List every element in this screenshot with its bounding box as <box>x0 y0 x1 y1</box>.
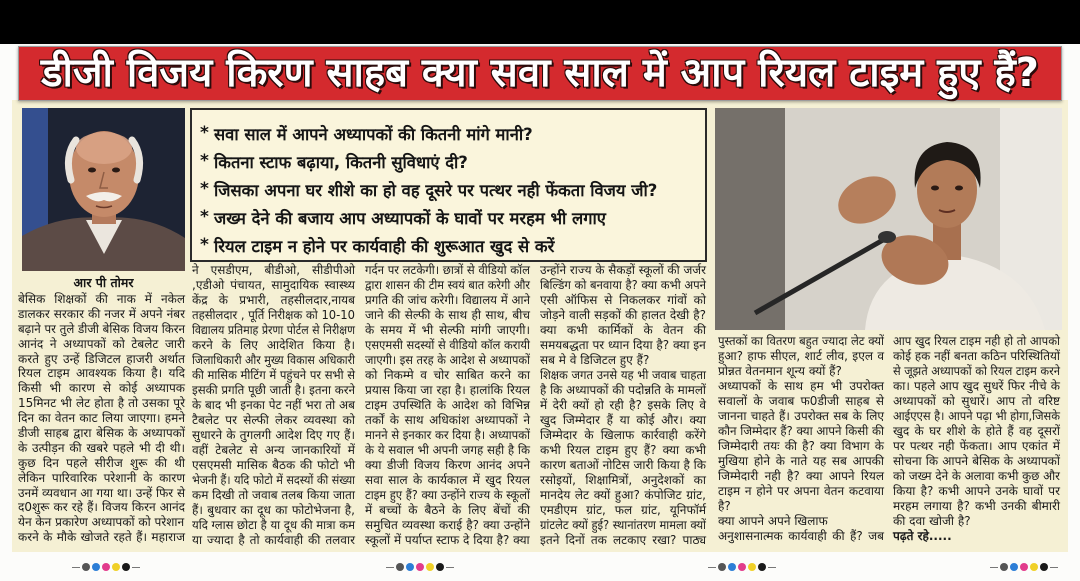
registration-dot <box>112 563 120 571</box>
article-text-line: द0शुरू कर रहे हैं। विजय किरन आनंद <box>18 500 185 515</box>
registration-dot <box>738 563 746 571</box>
bullet-marker: * <box>200 123 209 143</box>
article-column-5 <box>718 334 884 544</box>
registration-marks <box>990 563 1058 571</box>
article-text-line: विद्यालय प्रतिमाह प्रेरणा पोर्टल से निरीक्षण <box>192 323 355 337</box>
bullet-marker: * <box>200 235 209 255</box>
article-text-line: इतने दिनों तक लटकाए रखा? पाठ्य <box>540 533 706 547</box>
article-text-line: एसएमसी मासिक बैठक की फोटो भी <box>192 458 355 472</box>
bullet-marker: * <box>200 207 209 227</box>
article-text-line: टाइम न होने पर अपना वेतन कटवाया <box>718 484 884 498</box>
highlight-text: कितना स्टाफ बढ़ाया, कितनी सुविधाएं दी? <box>214 152 468 172</box>
article-text-line: समुचित व्यवस्था कराई है? क्या उन्होंने <box>365 518 530 532</box>
article-text-line: ग्रांटलेट क्यों हुई? स्थानांतरण मामला क्यों <box>540 518 706 532</box>
article-text-line: है कि अध्यापकों की पदोन्नति के मामलों <box>540 383 706 397</box>
article-text-line: करने के लिए आदेशित किया है। <box>192 338 355 352</box>
article-text-line: कभी रियल टाइम हुए हैं? क्या कभी <box>540 443 706 457</box>
article-text-line: या ज्यादा है तो कार्यवाही की तलवार <box>192 533 355 547</box>
article-text-line: जानना चाहते हैं। उपरोक्त सब के लिए <box>718 409 884 423</box>
article-text-line: जाने की सेल्फी के साथ ही साथ, बीच <box>365 308 530 322</box>
article-text-line: शिक्षक जगत उनसे यह भी जवाब चाहता <box>540 368 706 382</box>
bullet-marker: * <box>200 151 209 171</box>
registration-dot <box>1030 563 1038 571</box>
article-text-line: टाइम उपस्थिति के आदेश को विभिन्न <box>365 398 530 412</box>
registration-rule <box>446 567 454 568</box>
article-text-line: समयबद्धता पर ध्यान दिया है? क्या इन <box>540 338 706 352</box>
article-text-line: गर्दन पर लटकेगी। छात्रों से वीडियो कॉल <box>365 263 530 277</box>
article-text-line: बिल्डिंग को बनवाया है? क्या कभी अपने <box>540 278 706 292</box>
registration-rule <box>768 567 776 568</box>
registration-rule <box>132 567 140 568</box>
registration-rule <box>708 567 716 568</box>
article-text-line: प्रयास किया जा रहा है। हालांकि रियल <box>365 383 530 397</box>
top-black-bar <box>0 0 1080 44</box>
article-text-line: यदि ग्लास छोटा है या दूध की मात्रा कम <box>192 518 355 532</box>
article-text-line: डीजी साहब द्वारा बेसिक के अध्यापकों <box>18 426 185 441</box>
registration-dot <box>396 563 404 571</box>
registration-dot <box>122 563 130 571</box>
registration-rule <box>990 567 998 568</box>
registration-marks <box>386 563 454 571</box>
eye-right <box>955 186 963 191</box>
highlight-item <box>200 231 697 259</box>
article-text-line: सवा साल के कार्यकाल में खुद रियल <box>365 473 530 487</box>
registration-dot <box>426 563 434 571</box>
article-text-line: टाइम हुए हैं? क्या उन्होंने राज्य के स्कूलों <box>365 488 530 502</box>
highlight-text: जिसका अपना घर शीशे का हो वह दूसरे पर पत्थर नही फेंकता विजय जी? <box>214 180 658 200</box>
article-text-line: हैं। बुधवार का दूध का फोटोभेजना है, <box>192 503 355 517</box>
article-text-line: खुद के घर शीशे के होते हैं वह दूसरों <box>893 424 1060 438</box>
registration-rule <box>1050 567 1058 568</box>
article-text-line: हुआ? हाफ सीएल, शार्ट लीव, इएल व <box>718 349 884 363</box>
article-text-line: अध्यापकों के साथ हम भी उपरोक्त <box>718 379 884 393</box>
article-text-line: तहसीलदार , पूर्ति निरीक्षक को 10-10 <box>192 308 355 322</box>
article-text-line: के बाद भी इनका पेट नहीं भरा तो अब <box>192 398 355 412</box>
headline-banner <box>18 46 1062 101</box>
article-text-line: से जूझते अध्यापकों को रियल टाइम करने <box>893 364 1060 378</box>
article-text-line: जिम्मेदारी तयः की है? क्या विभाग के <box>718 439 884 453</box>
article-text-line: कारण बताओं नोटिस जारी किया है कि <box>540 458 706 472</box>
article-text-line: एसएमसी सदस्यों से वीडियो कॉल करायी <box>365 338 530 352</box>
article-text-line: द्वारा शासन की टीम स्वयं बात करेगी और <box>365 278 530 292</box>
article-text-line: आईएएस है। आपने पढ़ा भी होगा,जिसके <box>893 409 1060 423</box>
highlight-text: जख्म देने की बजाय आप अध्यापकों के घावों पर मरहम भी लगाए <box>214 208 606 228</box>
article-text-line: की दवा खोजी है? <box>893 514 971 528</box>
background-shadow <box>715 108 785 330</box>
article-text-line: क्या आपने अपने खिलाफ <box>718 514 828 528</box>
article-column-6 <box>893 334 1060 544</box>
article-text-line: के उत्पीड़न की खबरे पहले भी दी थी। <box>18 440 185 455</box>
registration-dot <box>748 563 756 571</box>
highlight-text: रियल टाइम न होने पर कार्यवाही की शुरूआत खुद से करें <box>214 236 555 256</box>
article-text-line: के ये सवाल भी अपनी जगह सही है कि <box>365 443 530 457</box>
article-text-line: एसी ऑफिस से निकलकर गांवों को <box>540 293 706 307</box>
article-text-line: मरहम लगाया है? कभी उनकी बीमारी <box>893 499 1060 513</box>
article-column-2 <box>192 263 355 548</box>
article-text-line: एमडीएम ग्रांट, फल ग्रांट, यूनिफॉर्म <box>540 503 706 517</box>
article-text-line: बेसिक शिक्षकों की नाक में नकेल <box>18 292 185 306</box>
article-text-line: ,एडीओ पंचायत, सामुदायिक स्वास्थ्य <box>192 278 355 292</box>
article-text-line: की मासिक मीटिंग में पहुंचने पर सभी से <box>192 368 355 382</box>
eye-right <box>112 168 120 173</box>
highlight-item <box>200 203 697 231</box>
article-text-line: किया है? कभी आपने उनके घावों पर <box>893 484 1060 498</box>
article-text-line: येन केन प्रकारेण अध्यापकों को परेशान <box>18 515 185 530</box>
registration-dot <box>1020 563 1028 571</box>
article-text-line: टैबलेट पर सेल्फी लेकर व्यवस्था को <box>192 413 355 427</box>
highlight-item <box>200 119 697 147</box>
highlight-item <box>200 175 697 203</box>
article-text-line: 15मिनट भी लेट होता है तो उसका पूरे <box>18 396 185 411</box>
registration-dot <box>1000 563 1008 571</box>
registration-marks <box>72 563 140 571</box>
article-column-4 <box>540 263 706 548</box>
forehead <box>76 132 132 164</box>
article-text-line: रियल टाइम आवश्यक किया है। यदि <box>18 366 185 381</box>
article-text-line: अनुशासनात्मक कार्यवाही की हैं? जब <box>718 529 884 543</box>
author-name: आर पी तोमर <box>73 275 134 290</box>
article-text-line: में देरी क्यों हो रही है? इसके लिए वे <box>540 398 706 412</box>
article-text-line: का। पहले आप खुद सुधरें फिर नीचे के <box>893 379 1060 393</box>
article-text-line: इसकी प्रगति पूछी जाती है। इतना करने <box>192 383 355 397</box>
article-text-line: मानदेय लेट क्यों हुआ? कंपोजिट ग्रांट, <box>540 488 706 502</box>
registration-dot <box>406 563 414 571</box>
registration-dot <box>728 563 736 571</box>
registration-dot <box>1010 563 1018 571</box>
officer-photo <box>715 108 1062 330</box>
article-text-line: सोचना कि आपने बेसिक के अध्यापकों <box>893 454 1060 468</box>
article-text-line: जोड़ने वाली सड़कों की हालत देखी है? <box>540 308 706 322</box>
article-text-line: को जख्म देने के अलावा कभी कुछ और <box>893 469 1060 483</box>
continue-reading-note: पढ़ते रहे..... <box>893 529 952 543</box>
highlight-text: सवा साल में आपने अध्यापकों की कितनी मांगे मानी? <box>214 124 533 144</box>
author-photo <box>22 108 185 271</box>
registration-dot <box>92 563 100 571</box>
article-text-line: किसी भी कारण से कोई अध्यापक <box>18 381 185 396</box>
article-text-line: जिम्मेदारी नही है? क्या आपने रियल <box>718 469 884 483</box>
headline: डीजी विजय किरण साहब क्या सवा साल में आप रियल टाइम हुए हैं? <box>41 50 1039 96</box>
article-text-line: मुखिया होने के नाते यह सब आपकी <box>718 454 884 468</box>
article-text-line: प्रगति की जांच करेगी। विद्यालय में आने <box>365 293 530 307</box>
microphone-head <box>878 231 896 243</box>
article-text-line: आनंद ने अध्यापकों को टेबलेट जारी <box>18 336 185 351</box>
article-text-line: पर पत्थर नही फेंकता। आप एकांत में <box>893 439 1060 453</box>
registration-rule <box>386 567 394 568</box>
article-text-line: कौन जिम्मेदार हैं? क्या आपने किसी की <box>718 424 884 438</box>
article-text-line: डालकर सरकार की नजर में अपने नंबर <box>18 306 185 321</box>
article-text-line: तर्कों के साथ अधिकांश अध्यापकों ने <box>365 413 530 427</box>
article-text-line: खुद जिम्मेदार हैं या कोई और। क्या <box>540 413 706 427</box>
article-text-line: जिम्मेदार के खिलाफ कार्रवाही करेंगे <box>540 428 706 442</box>
article-text-line: है? <box>718 499 731 513</box>
registration-dot <box>1040 563 1048 571</box>
registration-dot <box>758 563 766 571</box>
article-text-line: क्या कभी कार्मिकों के वेतन की <box>540 323 706 337</box>
article-column-3 <box>365 263 530 548</box>
registration-dot <box>82 563 90 571</box>
article-text-line: प्रोन्नत वेतनमान शून्य क्यों हैं? <box>718 364 842 378</box>
article-text-line: केंद्र के प्रभारी, तहसीलदार,नायब <box>192 293 355 307</box>
highlight-item <box>200 147 697 175</box>
article-text-line: करते हुए उन्हें डिजिटल हाजरी अर्थात <box>18 351 185 366</box>
article-text-line: लेकिन पारिवारिक परेशानी के कारण <box>18 470 185 485</box>
article-text-line: सवालों के जवाब फ0डीजी साहब से <box>718 394 884 408</box>
article-text-line: मानने से इनकार कर दिया है। अध्यापकों <box>365 428 530 442</box>
highlights-box <box>190 108 707 262</box>
article-text-line: जाएगी। इस तरह के आदेश से अध्यापकों <box>365 353 530 367</box>
eye-left <box>931 186 939 191</box>
article-text-line: को निकम्मे व चोर साबित करने का <box>365 368 530 382</box>
article-text-line: उन्होंने राज्य के सैकड़ों स्कूलों की जर्जर <box>540 263 706 277</box>
registration-dot <box>436 563 444 571</box>
article-text-line: ने एसडीएम, बीडीओ, सीडीपीओ <box>192 263 355 277</box>
article-text-line: सब मे वे डिजिटल हुए हैं? <box>540 353 650 367</box>
registration-dot <box>416 563 424 571</box>
article-text-line: दिन का वेतन काट लिया जाएगा। हमने <box>18 411 185 426</box>
article-text-line: के समय में भी सेल्फी मांगी जाएगी। <box>365 323 530 337</box>
article-column-1 <box>18 292 185 545</box>
bullet-marker: * <box>200 179 209 199</box>
article-text-line: बढ़ाने पर तुले डीजी बेसिक विजय किरन <box>18 321 185 336</box>
article-text-line: जिलाधिकारी और मुख्य विकास अधिकारी <box>192 353 355 367</box>
registration-rule <box>72 567 80 568</box>
article-text-line: करने के मौके खोजते रहते हैं। महाराज <box>18 530 185 545</box>
article-text-line: रसोइयों, शिक्षामित्रों, अनुदेशकों का <box>540 473 706 487</box>
article-text-line: क्या डीजी विजय किरण आनंद अपने <box>365 458 530 472</box>
article-text-line: कोई हक नहीं बनता कठिन परिस्थितियों <box>893 349 1060 363</box>
author-portrait-image <box>22 108 185 271</box>
registration-marks <box>708 563 776 571</box>
officer-portrait-image <box>715 108 1062 330</box>
article-text-line: आप खुद रियल टाइम नही हो तो आपको <box>893 334 1060 348</box>
article-text-line: में बच्चों के बैठने के लिए बेंचों की <box>365 503 530 517</box>
article-text-line: कुछ दिन पहले सीरीज शुरू की थी <box>18 455 185 470</box>
registration-dot <box>718 563 726 571</box>
article-text-line: स्कूलों में पर्याप्त स्टाफ दे दिया है? क्या <box>365 533 530 547</box>
article-text-line: वहीं टेबलेट से अन्य जानकारियों में <box>192 443 355 457</box>
eye-left <box>88 168 96 173</box>
article-text-line: उनमें व्यवधान आ गया था। उन्हें फिर से <box>18 485 185 500</box>
registration-dot <box>102 563 110 571</box>
article-text-line: भेजनी हैं। यदि फोटो में सदस्यों की संख्या <box>192 473 355 487</box>
article-text-line: कम दिखी तो जवाब तलब किया जाता <box>192 488 355 502</box>
article-text-line: अध्यापकों को सुधारें। आप तो वरिष्ट <box>893 394 1060 408</box>
article-text-line: पुस्तकों का वितरण बहुत ज्यादा लेट क्यों <box>718 334 884 348</box>
article-text-line: सुधारने के तुगलगी आदेश दिए गए हैं। <box>192 428 355 442</box>
